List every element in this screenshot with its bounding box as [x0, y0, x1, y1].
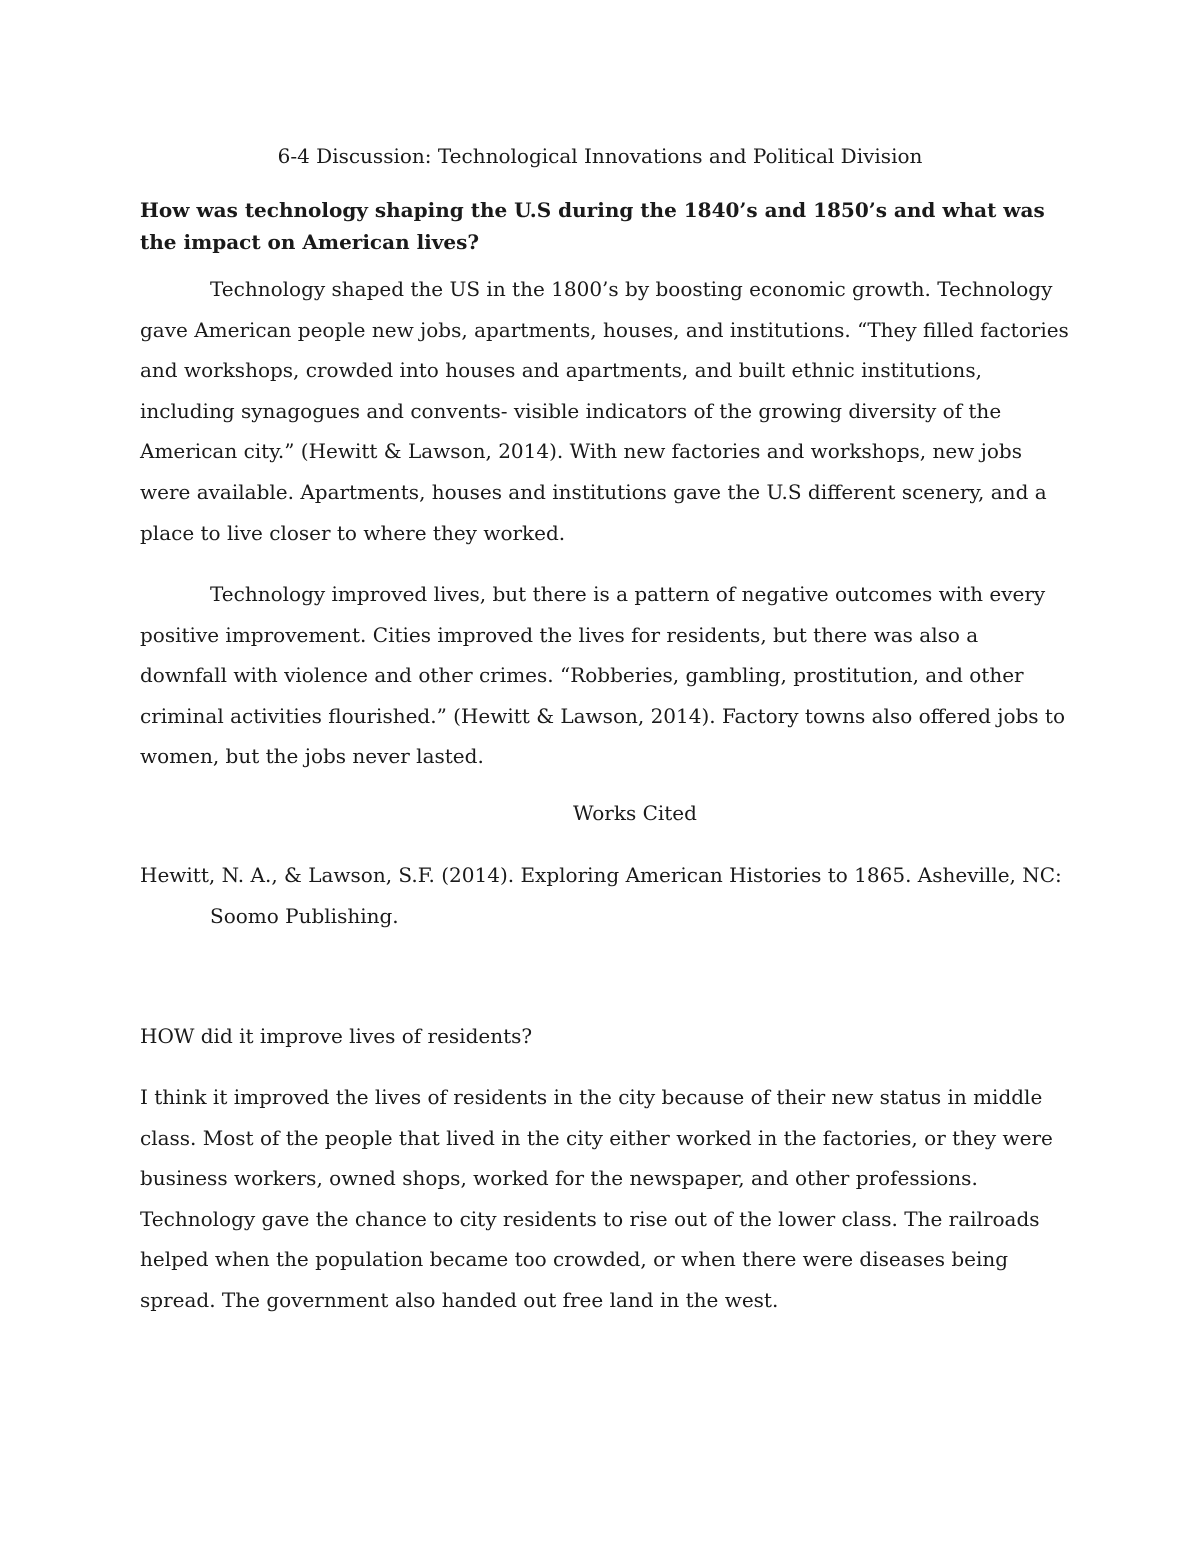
works-cited-heading: Works Cited [573, 801, 697, 825]
document-title: 6-4 Discussion: Technological Innovations and Political Division [277, 144, 923, 168]
citation-entry: Hewitt, N. A., & Lawson, S.F. (2014). Exploring American Histories to 1865. Asheville, NC: Soomo Publishing. [140, 863, 1062, 928]
body-paragraph-1: Technology shaped the US in the 1800’s by boosting economic growth. Technology gave American people new jobs, apartments, houses, and institutions. “They filled factories and workshops, crowded into houses and apartments, and built ethnic institutions, including synagogues and convents- visible indicators of the growing diversity of the American city.” (Hewitt & Lawson, 2014). With new factories and workshops, new jobs were available. Apartments, houses and institutions gave the U.S different scenery, and a place to live closer to where they worked. [140, 277, 1069, 545]
discussion-question: How was technology shaping the U.S during the 1840’s and 1850’s and what was the impact on American lives? [140, 198, 1045, 254]
followup-question: HOW did it improve lives of residents? [140, 1024, 533, 1048]
body-paragraph-2: Technology improved lives, but there is a pattern of negative outcomes with every positive improvement. Cities improved the lives for residents, but there was also a downfall with violence and other crimes. “Robberies, gambling, prostitution, and other criminal activities flourished.” (Hewitt & Lawson, 2014). Factory towns also offered jobs to women, but the jobs never lasted. [140, 582, 1065, 769]
followup-answer: I think it improved the lives of residents in the city because of their new status in middle class. Most of the people that lived in the city either worked in the factories, or they were business workers, owned shops, worked for the newspaper, and other professions. Technology gave the chance to city residents to rise out of the lower class. The railroads helped when the population became too crowded, or when there were diseases being spread. The government also handed out free land in the west. [140, 1085, 1053, 1312]
